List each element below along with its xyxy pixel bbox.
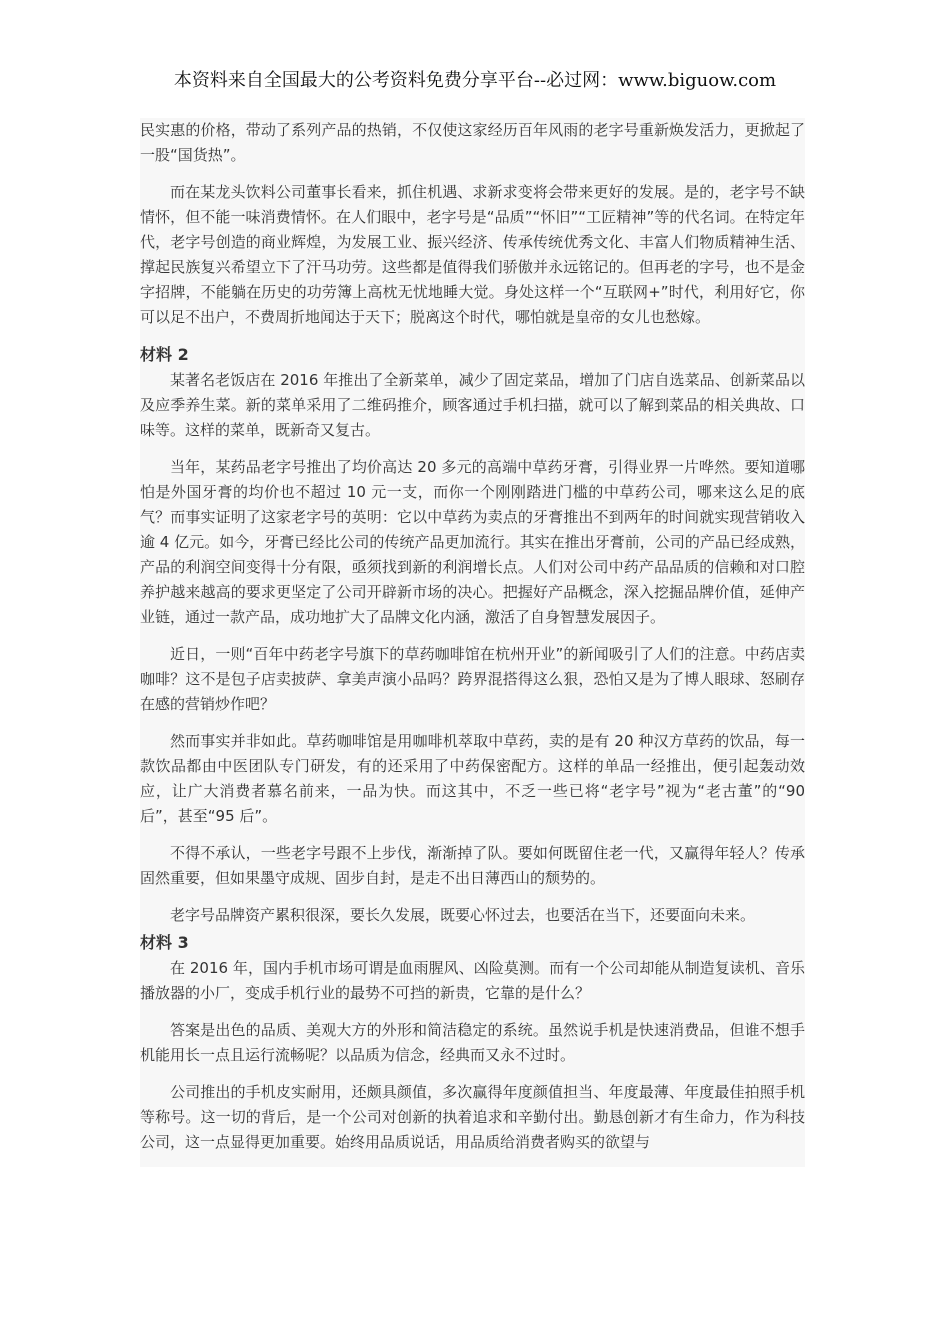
paragraph: 而在某龙头饮料公司董事长看来，抓住机遇、求新求变将会带来更好的发展。是的，老字号不缺情怀，但不能一味消费情怀。在人们眼中，老字号是“品质”“怀旧”“工匠精神”等的代名词。在特定年代，老字号创造的商业辉煌，为发展工业、振兴经济、传承传统优秀文化、丰富人们物质精神生活、撑起民族复兴希望立下了汗马功劳。这些都是值得我们骄傲并永远铭记的。但再老的字号，也不是金字招牌，不能躺在历史的功劳簿上高枕无忧地睡大觉。身处这样一个“互联网+”时代，利用好它，你可以足不出户，不费周折地闻达于天下；脱离这个时代，哪怕就是皇帝的女儿也愁嫁。 — [140, 183, 805, 326]
page-header: 本资料来自全国最大的公考资料免费分享平台--必过网：www.biguow.com — [173, 70, 777, 91]
section-heading: 材料 3 — [140, 933, 189, 952]
paragraph: 然而事实并非如此。草药咖啡馆是用咖啡机萃取中草药，卖的是有 20 种汉方草药的饮品，每一款饮品都由中医团队专门研发，有的还采用了中药保密配方。这样的单品一经推出，便引起轰动效应，让广大消费者慕名前来，一品为快。而这其中，不乏一些已将“老字号”视为“老古董”的“90 后”，甚至“95 后”。 — [140, 732, 805, 825]
paragraph: 答案是出色的品质、美观大方的外形和简洁稳定的系统。虽然说手机是快速消费品，但谁不想手机能用长一点且运行流畅呢？以品质为信念，经典而又永不过时。 — [140, 1021, 805, 1064]
paragraph: 当年，某药品老字号推出了均价高达 20 多元的高端中草药牙膏，引得业界一片哗然。要知道哪怕是外国牙膏的均价也不超过 10 元一支，而你一个刚刚踏进门槛的中草药公司，哪来这么足的底气？而事实证明了这家老字号的英明：它以中草药为卖点的牙膏推出不到两年的时间就实现营销收入逾 4 亿元。如今，牙膏已经比公司的传统产品更加流行。其实在推出牙膏前，公司的产品已经成熟，产品的利润空间变得十分有限，亟须找到新的利润增长点。人们对公司中药产品品质的信赖和对口腔养护越来越高的要求更坚定了公司开辟新市场的决心。把握好产品概念，深入挖掘品牌价值，延伸产业链，通过一款产品，成功地扩大了品牌文化内涵，激活了自身智慧发展因子。 — [140, 458, 805, 626]
paragraph: 民实惠的价格，带动了系列产品的热销，不仅使这家经历百年风雨的老字号重新焕发活力，更掀起了一股“国货热”。 — [140, 121, 805, 164]
paragraph: 不得不承认，一些老字号跟不上步伐，渐渐掉了队。要如何既留住老一代，又赢得年轻人？传承固然重要，但如果墨守成规、固步自封，是走不出日薄西山的颓势的。 — [140, 844, 805, 887]
document-body — [140, 118, 805, 1167]
paragraph: 近日，一则“百年中药老字号旗下的草药咖啡馆在杭州开业”的新闻吸引了人们的注意。中药店卖咖啡？这不是包子店卖披萨、拿美声演小品吗？跨界混搭得这么狠，恐怕又是为了博人眼球、怒刷存在感的营销炒作吧？ — [140, 645, 805, 713]
paragraph: 某著名老饭店在 2016 年推出了全新菜单，减少了固定菜品，增加了门店自选菜品、创新菜品以及应季养生菜。新的菜单采用了二维码推介，顾客通过手机扫描，就可以了解到菜品的相关典故、口味等。这样的菜单，既新奇又复古。 — [140, 371, 805, 439]
section-heading: 材料 2 — [140, 345, 189, 364]
paragraph: 老字号品牌资产累积很深，要长久发展，既要心怀过去，也要活在当下，还要面向未来。 — [170, 906, 756, 924]
paragraph: 公司推出的手机皮实耐用，还颇具颜值，多次赢得年度颜值担当、年度最薄、年度最佳拍照手机等称号。这一切的背后，是一个公司对创新的执着追求和辛勤付出。勤恳创新才有生命力，作为科技公司，这一点显得更加重要。始终用品质说话，用品质给消费者购买的欲望与 — [140, 1083, 805, 1151]
paragraph: 在 2016 年，国内手机市场可谓是血雨腥风、凶险莫测。而有一个公司却能从制造复读机、音乐播放器的小厂，变成手机行业的最势不可挡的新贵，它靠的是什么？ — [140, 959, 805, 1002]
